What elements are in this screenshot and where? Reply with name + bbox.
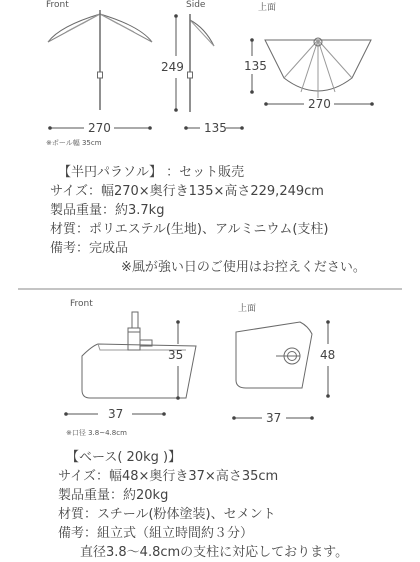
base-top-label: 上面 — [238, 304, 257, 314]
parasol-spec-warning: ※風が強い日のご使用はお控えください。 — [121, 260, 366, 275]
base-top-height: 48 — [320, 348, 336, 362]
parasol-top-width: 270 — [308, 97, 331, 111]
base-spec-material: 材質：スチール(粉体塗装)、セメント — [58, 507, 276, 522]
parasol-side-drawing — [188, 14, 215, 112]
base-spec-support: 直径3.8～4.8cmの支柱に対応しております。 — [80, 545, 349, 560]
parasol-top-drawing — [265, 38, 371, 98]
base-spec-weight: 製品重量：約20kg — [58, 488, 169, 503]
parasol-spec-note: 備考：完成品 — [50, 241, 129, 256]
parasol-spec-weight: 製品重量：約3.7kg — [50, 203, 165, 218]
base-top-drawing — [236, 322, 312, 388]
base-spec-title: 【ベース( 20kg )】 — [66, 450, 182, 465]
parasol-side-label: Side — [186, 0, 206, 10]
base-front-height: 35 — [168, 348, 184, 362]
parasol-spec-material: 材質：ポリエステル(生地)、アルミニウム(支柱) — [50, 222, 329, 237]
base-spec-size: サイズ：幅48×奥行き37×高さ35cm — [58, 469, 279, 484]
base-front-label: Front — [70, 299, 93, 309]
base-front-width: 37 — [108, 407, 124, 421]
parasol-front-drawing — [48, 10, 152, 110]
base-dimension-lines — [66, 322, 328, 418]
parasol-top-label: 上面 — [258, 3, 277, 13]
parasol-spec-size: サイズ：幅270×奥行き135×高さ229,249cm — [50, 184, 324, 199]
parasol-side-height: 249 — [161, 60, 184, 74]
hole-diameter-note: ※口径 3.8~4.8cm — [66, 429, 127, 437]
parasol-side-depth: 135 — [204, 121, 227, 135]
parasol-front-label: Front — [46, 0, 69, 10]
parasol-front-width: 270 — [88, 121, 111, 135]
parasol-top-depth: 135 — [244, 59, 267, 73]
pole-width-note: ※ポール幅 35cm — [46, 139, 102, 147]
parasol-spec-title: 【半円パラソル】 ：セット販売 — [58, 165, 245, 180]
base-spec-note: 備考：組立式（組立時間約３分） — [58, 526, 254, 541]
base-top-width: 37 — [266, 411, 282, 425]
